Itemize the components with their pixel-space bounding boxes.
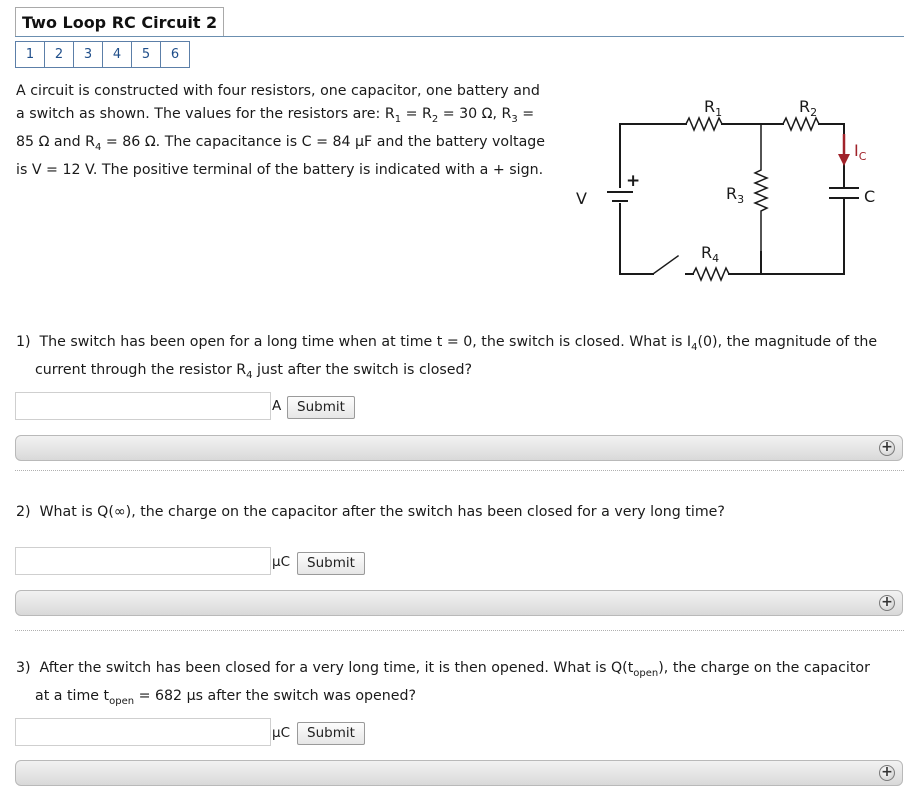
- question-3-line-2: at a time $t_{open} = 682$ μs after the switch was opened?: [35, 688, 417, 708]
- current-arrow: [838, 134, 850, 166]
- resistor-r2: [783, 118, 819, 130]
- intro-line-3: 85 Ω and $R_4 = 86$ Ω. The capacitance is C = 84 μF and the battery voltage: [16, 133, 546, 153]
- hint-bar-3[interactable]: [15, 760, 903, 786]
- resistor-r4: [693, 268, 729, 280]
- page-title: Two Loop RC Circuit 2: [15, 7, 224, 36]
- r3-label: $R_3$: [726, 184, 745, 206]
- battery-plus-sign: +: [626, 171, 641, 191]
- question-1: [16, 331, 906, 388]
- tab-4[interactable]: 4: [103, 41, 132, 68]
- ic-label: $I_C$: [854, 141, 867, 163]
- tab-3[interactable]: 3: [74, 41, 103, 68]
- unit-label-2: μC: [272, 554, 291, 570]
- wire-left-bottom: [620, 204, 653, 274]
- wire-r4-r3: [729, 252, 761, 274]
- expand-plus-icon[interactable]: +: [879, 595, 895, 611]
- question-3-line-1: 3) After the switch has been closed for a very long time, it is then opened. What is $Q(t_{open})$, the charge on the capacitor: [16, 660, 870, 679]
- intro-line-2: a switch as shown. The values for the resistors are: $R_1 = R_2 = 30$ Ω, $R_3$ =: [16, 105, 535, 125]
- capacitor-label: C: [864, 187, 876, 206]
- r1-label: $R_1$: [704, 97, 723, 119]
- question-2: [16, 501, 906, 524]
- part-tabs: [15, 41, 190, 68]
- tab-2[interactable]: 2: [45, 41, 74, 68]
- r4-label: $R_4$: [701, 243, 720, 265]
- question-3: [16, 657, 906, 714]
- circuit-diagram: [568, 92, 898, 292]
- tab-6[interactable]: 6: [161, 41, 190, 68]
- intro-line-4: is V = 12 V. The positive terminal of the battery is indicated with a + sign.: [16, 162, 544, 179]
- unit-label-1: A: [272, 398, 282, 414]
- expand-plus-icon[interactable]: +: [879, 440, 895, 456]
- divider-2: [15, 630, 904, 631]
- divider-1: [15, 470, 904, 471]
- intro-line-1: A circuit is constructed with four resistors, one capacitor, one battery and: [16, 83, 540, 99]
- question-2-line-1: 2) What is Q(∞), the charge on the capacitor after the switch has been closed for a very long time?: [16, 504, 725, 520]
- battery-label: V: [576, 189, 587, 208]
- resistor-r3: [755, 124, 767, 252]
- tab-1[interactable]: 1: [15, 41, 45, 68]
- submit-button-2[interactable]: Submit: [297, 552, 365, 575]
- answer-input-3[interactable]: [15, 718, 271, 746]
- expand-plus-icon[interactable]: +: [879, 765, 895, 781]
- switch-blade: [653, 256, 678, 274]
- wire-right-bottom: [761, 200, 844, 274]
- submit-button-3[interactable]: Submit: [297, 722, 365, 745]
- hint-bar-2[interactable]: [15, 590, 903, 616]
- answer-input-1[interactable]: [15, 392, 271, 420]
- question-1-line-2: current through the resistor $R_4$ just after the switch is closed?: [35, 362, 473, 382]
- resistor-r1: [686, 118, 722, 130]
- unit-label-3: μC: [272, 725, 291, 741]
- submit-button-1[interactable]: Submit: [287, 396, 355, 419]
- title-underline: [15, 36, 904, 37]
- hint-bar-1[interactable]: [15, 435, 903, 461]
- r2-label: $R_2$: [799, 97, 818, 119]
- problem-statement: [16, 80, 564, 182]
- question-1-line-1: 1) The switch has been open for a long time when at time t = 0, the switch is closed. What is $I_4(0)$, the magnitude of the: [16, 334, 878, 353]
- tab-5[interactable]: 5: [132, 41, 161, 68]
- answer-input-2[interactable]: [15, 547, 271, 575]
